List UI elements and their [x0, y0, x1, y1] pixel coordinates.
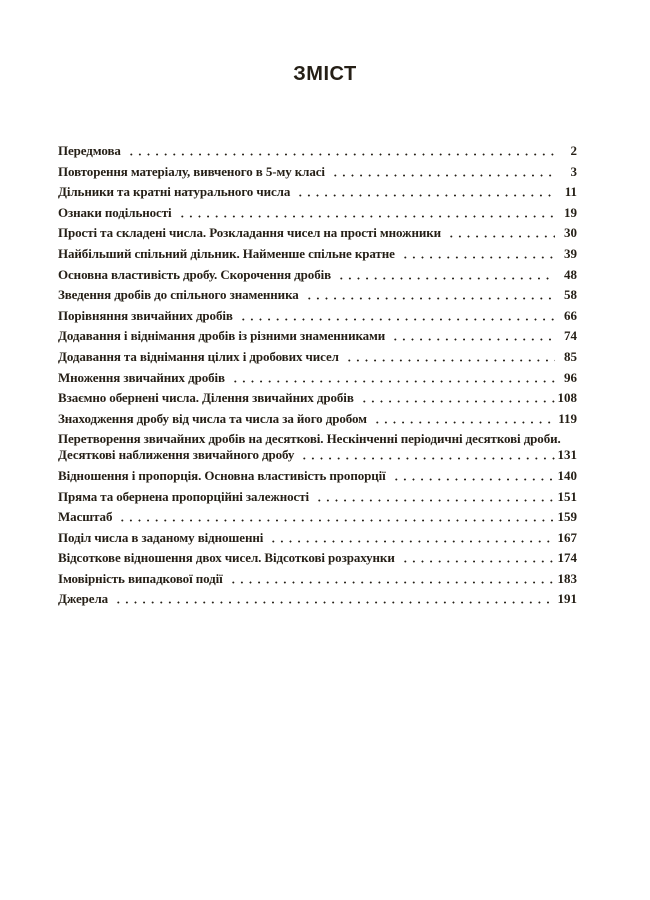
toc-entry [58, 205, 577, 221]
toc-page-number: 74 [564, 328, 577, 344]
toc-page-number: 66 [564, 307, 577, 323]
toc-dot-leader [178, 205, 556, 221]
toc-entry [58, 509, 577, 525]
toc-entry [58, 411, 577, 427]
toc-page-number: 191 [557, 591, 577, 607]
toc-page-number: 131 [557, 447, 577, 463]
toc-entry [58, 447, 577, 463]
toc-entry-title: Повторення матеріалу, вивченого в 5-му класі [58, 163, 325, 179]
toc-entry-title: Прості та складені числа. Розкладання чисел на прості множники [58, 225, 442, 241]
toc-entry-title: Масштаб [58, 509, 113, 525]
toc-dot-leader [229, 571, 555, 587]
toc-entry-title: Додавання і віднімання дробів із різними знаменниками [58, 328, 386, 344]
toc-page-number: 151 [557, 488, 577, 504]
toc-entry [58, 225, 577, 241]
toc-entry-title: Джерела [58, 591, 109, 607]
toc-page-number: 85 [564, 348, 577, 364]
toc-entry [58, 550, 577, 566]
toc-entry [58, 468, 577, 484]
toc-dot-leader [296, 184, 555, 200]
toc-dot-leader [373, 411, 555, 427]
toc-page-number: 119 [558, 410, 577, 426]
toc-entry [58, 349, 577, 365]
toc-page-number: 96 [564, 369, 577, 385]
toc-entry-title: Взаємно обернені числа. Ділення звичайних дробів [58, 390, 354, 406]
toc-dot-leader [305, 287, 555, 303]
toc-dot-leader [127, 143, 555, 159]
toc-entry-title: Поділ числа в заданому відношенні [58, 529, 264, 545]
toc-page-number: 19 [564, 204, 577, 220]
toc-list [0, 143, 650, 607]
toc-page-number: 159 [557, 509, 577, 525]
toc-entry-title: Основна властивість дробу. Скорочення дробів [58, 266, 332, 282]
toc-dot-leader [447, 225, 555, 241]
toc-entry-title: Найбільший спільний дільник. Найменше спільне кратне [58, 245, 395, 261]
toc-entry [58, 164, 577, 180]
page-title: ЗМІСТ [293, 63, 357, 85]
toc-page-number: 183 [557, 570, 577, 586]
toc-entry [58, 308, 577, 324]
toc-entry [58, 489, 577, 505]
toc-page-number: 11 [564, 184, 577, 200]
toc-dot-leader [391, 328, 555, 344]
toc-dot-leader [360, 390, 555, 406]
toc-dot-leader [337, 267, 555, 283]
toc-page-number: 58 [564, 287, 577, 303]
toc-page-number: 30 [564, 225, 577, 241]
toc-entry [58, 143, 577, 159]
toc-page-number: 48 [564, 266, 577, 282]
toc-dot-leader [269, 530, 555, 546]
toc-dot-leader [401, 246, 555, 262]
toc-entry [58, 591, 577, 607]
toc-entry [58, 287, 577, 303]
toc-dot-leader [239, 308, 555, 324]
toc-entry-title: Порівняння звичайних дробів [58, 307, 233, 323]
toc-dot-leader [401, 550, 555, 566]
toc-entry-title: Зведення дробів до спільного знаменника [58, 287, 299, 303]
toc-entry [58, 431, 577, 447]
toc-dot-leader [118, 509, 555, 525]
toc-entry-title: Знаходження дробу від числа та числа за його дробом [58, 410, 367, 426]
toc-entry-title: Пряма та обернена пропорційні залежності [58, 488, 309, 504]
toc-dot-leader [315, 489, 555, 505]
toc-dot-leader [331, 164, 555, 180]
toc-entry [58, 328, 577, 344]
toc-entry-title: Дільники та кратні натурального числа [58, 184, 291, 200]
toc-page-number: 140 [557, 467, 577, 483]
toc-dot-leader [345, 349, 555, 365]
toc-dot-leader [300, 447, 555, 463]
toc-entry [58, 571, 577, 587]
toc-entry [58, 390, 577, 406]
toc-entry [58, 370, 577, 386]
toc-entry-title: Відсоткове відношення двох чисел. Відсоткові розрахунки [58, 550, 395, 566]
toc-entry-title: Множення звичайних дробів [58, 369, 225, 385]
toc-page-number: 39 [564, 245, 577, 261]
toc-entry-title: Десяткові наближення звичайного дробу [58, 447, 295, 463]
toc-dot-leader [392, 468, 555, 484]
toc-entry-title: Додавання та віднімання цілих і дробових чисел [58, 348, 339, 364]
toc-entry-title: Перетворення звичайних дробів на десяткові. Нескінченні періодичні десяткові дроби. [58, 431, 561, 447]
toc-entry-title: Імовірність випадкової події [58, 570, 223, 586]
toc-dot-leader [231, 370, 555, 386]
toc-dot-leader [114, 591, 555, 607]
toc-page-number: 167 [557, 529, 577, 545]
toc-page-number: 174 [557, 550, 577, 566]
toc-entry [58, 530, 577, 546]
toc-entry-title: Ознаки подільності [58, 204, 172, 220]
toc-page-number: 2 [570, 143, 577, 158]
toc-entry [58, 184, 577, 200]
toc-page-number: 3 [570, 163, 577, 179]
toc-entry [58, 246, 577, 262]
toc-entry-title: Відношення і пропорція. Основна властивість пропорції [58, 467, 386, 483]
toc-entry-title: Передмова [58, 143, 121, 158]
toc-page-number: 108 [557, 390, 577, 406]
toc-entry [58, 267, 577, 283]
